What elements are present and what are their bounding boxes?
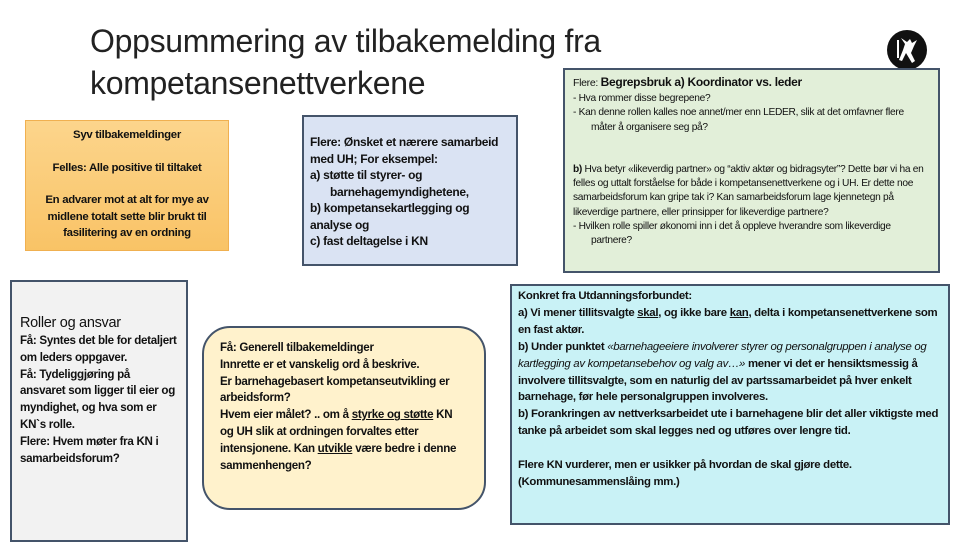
- yellow-line: Innrette er et vanskelig ord å beskrive.: [220, 357, 420, 371]
- cyan-text: b) Forankringen av nettverksarbeidet ute i barnehagene blir det aller viktigste med tanke på arbeidet som skal legges ned og utføres over lengre tid.: [518, 408, 939, 438]
- general-feedback-box: [202, 326, 486, 510]
- blue-line: Flere: Ønsket et nærere samarbeid med UH; For eksempel:: [310, 135, 499, 166]
- cyan-text: (Kommunesammenslåing mm.): [518, 476, 680, 489]
- green-prefix: Flere:: [573, 77, 601, 89]
- title-line-2: kompetansenettverkene: [90, 65, 426, 101]
- cyan-text: Flere KN vurderer, men er usikker på hvordan de skal gjøre dette.: [518, 459, 852, 472]
- terminology-box: [563, 68, 940, 273]
- yellow-text: være bedre i denne sammenhengen?: [220, 441, 457, 472]
- cyan-underline: kan: [729, 306, 749, 319]
- green-question: - Hvilken rolle spiller økonomi inn i det å oppleve hverandre som likeverdige partnere?: [573, 221, 891, 247]
- cyan-text: a) Vi mener tillitsvalgte: [518, 306, 638, 319]
- roles-line: Få: Syntes det ble for detaljert om leders oppgaver.: [20, 334, 177, 364]
- blue-item-b: b) kompetansekartlegging og analyse og: [310, 201, 470, 232]
- government-lion-logo-icon: [887, 30, 927, 70]
- cyan-text: mener vi det er hensiktsmessig å involvere tillitsvalgte, som en naturlig del av partssamarbeidet på hver enkelt barnehage, før hele personalgruppen involveres.: [518, 357, 918, 404]
- cyan-text: b) Under punktet: [518, 340, 608, 353]
- union-feedback-box: [510, 284, 950, 525]
- green-b-text: Hva betyr «likeverdig partner» og “aktiv aktør og bidragsyter”? Dette bør vi ha en felles og uttalt forståelse for både i kompetansenettverkene og i UH. Er dette noe samarbeidsforum kan gripe tak i? Kan samarbeidsforum lage kjennetegn på likeverdige partnere, eller prinsipper for likeverdige partnere?: [573, 163, 924, 218]
- green-heading: Begrepsbruk a) Koordinator vs. leder: [600, 75, 802, 89]
- green-b-label: b): [573, 163, 583, 175]
- summary-box: [25, 120, 229, 251]
- roles-heading: Roller og ansvar: [20, 315, 121, 331]
- green-question: - Hva rommer disse begrepene?: [573, 93, 711, 104]
- cyan-text: , og ikke bare: [658, 306, 730, 319]
- uh-cooperation-box: [302, 115, 518, 266]
- roles-box: [10, 280, 188, 542]
- yellow-underline: utvikle: [317, 441, 353, 455]
- cyan-text: , delta i kompetansenettverkene som en fast aktør.: [518, 306, 938, 336]
- blue-item-c: c) fast deltagelse i KN: [310, 234, 428, 248]
- yellow-underline: styrke og støtte: [351, 408, 434, 422]
- yellow-line: Er barnehagebasert kompetanseutvikling er arbeidsform?: [220, 374, 450, 405]
- summary-common: Felles: Alle positive til tiltaket: [52, 161, 202, 174]
- yellow-line: Få: Generell tilbakemeldinger: [220, 341, 374, 354]
- summary-count: Syv tilbakemeldinger: [73, 129, 181, 141]
- page-title: [90, 20, 601, 104]
- yellow-text: KN og UH slik at ordningen forvaltes etter intensjonene. Kan: [220, 408, 453, 455]
- blue-item-a-cont: barnehagemyndighetene,: [330, 184, 469, 199]
- cyan-underline: skal: [637, 306, 659, 319]
- summary-warning: En advarer mot at alt for mye av midlene totalt sette blir brukt til fasilitering av en ordning: [45, 194, 209, 239]
- yellow-text: Hvem eier målet? .. om å: [220, 408, 352, 422]
- blue-item-a: a) støtte til styrer- og: [310, 168, 423, 182]
- cyan-quote: «barnehageeiere involverer styrer og personalgruppen i analyse og kartlegging av kompetansebehov og valg av…»: [518, 340, 927, 370]
- cyan-heading: Konkret fra Utdanningsforbundet:: [518, 290, 692, 302]
- green-question: - Kan denne rollen kalles noe annet/mer enn LEDER, slik at det omfavner flere måter å organisere seg på?: [573, 107, 904, 133]
- roles-line: Få: Tydeliggjøring på ansvaret som ligger til eier og myndighet, og hva som er KN`s rolle.: [20, 367, 175, 431]
- title-line-1: Oppsummering av tilbakemelding fra: [90, 23, 601, 59]
- roles-line: Flere: Hvem møter fra KN i samarbeidsforum?: [20, 434, 159, 465]
